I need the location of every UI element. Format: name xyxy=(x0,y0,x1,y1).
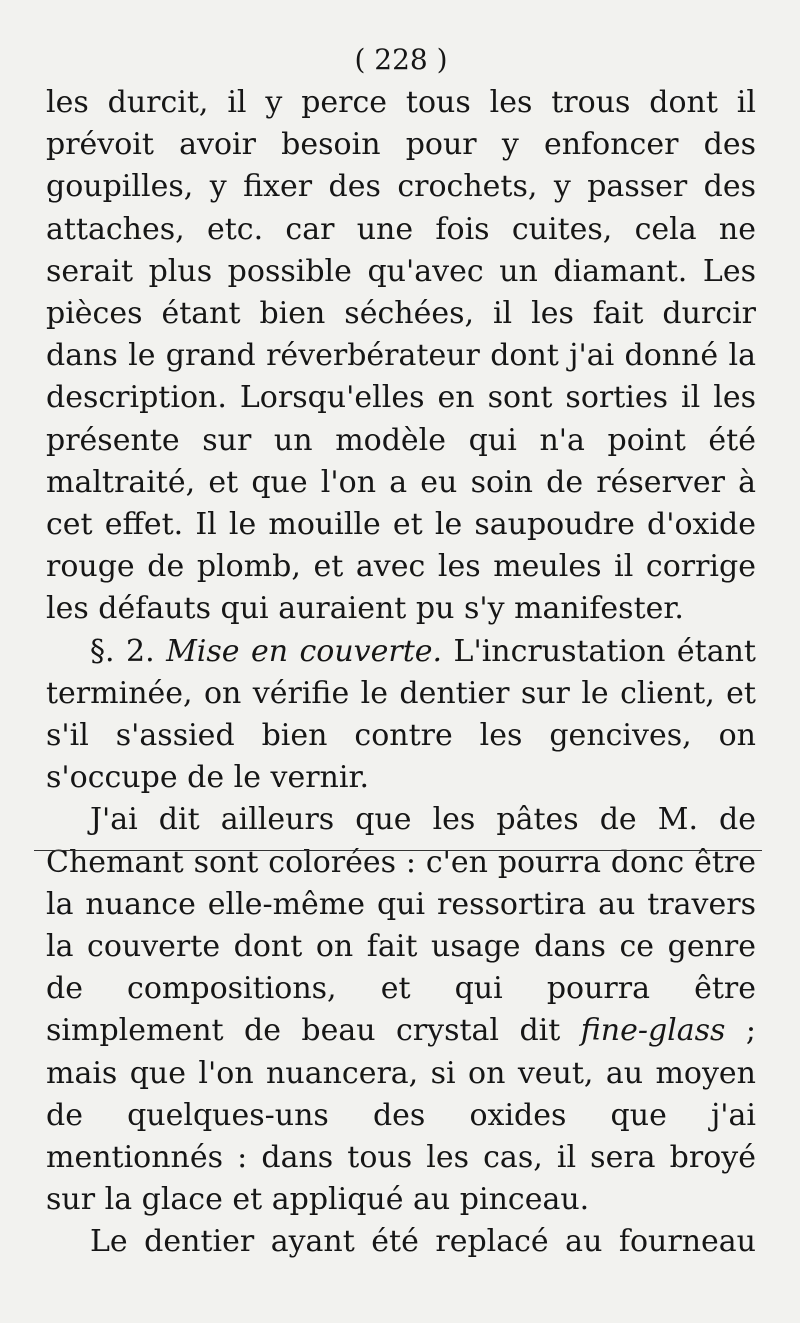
paragraph-three: Le dentier ayant été replacé au fourneau xyxy=(90,1224,756,1260)
footnote-rule xyxy=(34,850,762,851)
section-text: L'incrustation étant terminée, on vérifie le dentier sur le client, et s'il s'assied bien contre les gencives, on s'occupe de le vernir. xyxy=(46,633,756,796)
page-body xyxy=(46,82,756,1264)
section-paragraph xyxy=(46,631,756,800)
paragraph-two xyxy=(46,799,756,1221)
section-number: §. 2. xyxy=(90,633,155,669)
paragraph-two-start: J'ai dit ailleurs que les pâtes de M. de Chemant sont colorées : c'en pourra donc être la nuance elle-même qui ressortira au travers la couverte dont on fait usage dans ce genre de compositions, et qui pourra être simplement de beau crystal dit xyxy=(46,802,756,1049)
fine-glass-term: fine-glass xyxy=(580,1013,726,1049)
paragraph-two-end: ; mais que l'on nuancera, si on veut, au moyen de quelques-uns des oxides que j'ai mentionnés : dans tous les cas, il sera broyé sur la glace et appliqué au pinceau. xyxy=(46,1013,756,1218)
page-number: ( 228 ) xyxy=(354,43,448,76)
section-title: Mise en couverte. xyxy=(166,633,443,669)
paragraph-continuation: les durcit, il y perce tous les trous dont il prévoit avoir besoin pour y enfoncer des goupilles, y fixer des crochets, y passer des attaches, etc. car une fois cuites, cela ne serait plus possible qu'avec un diamant. Les pièces étant bien séchées, il les fait durcir dans le grand réverbérateur dont j'ai donné la description. Lorsqu'elles en sont sorties il les présente sur un modèle qui n'a point été maltraité, et que l'on a eu soin de réserver à cet effet. Il le mouille et le saupoudre d'oxide rouge de plomb, et avec les meules il corrige les défauts qui auraient pu s'y manifester. xyxy=(46,85,756,627)
